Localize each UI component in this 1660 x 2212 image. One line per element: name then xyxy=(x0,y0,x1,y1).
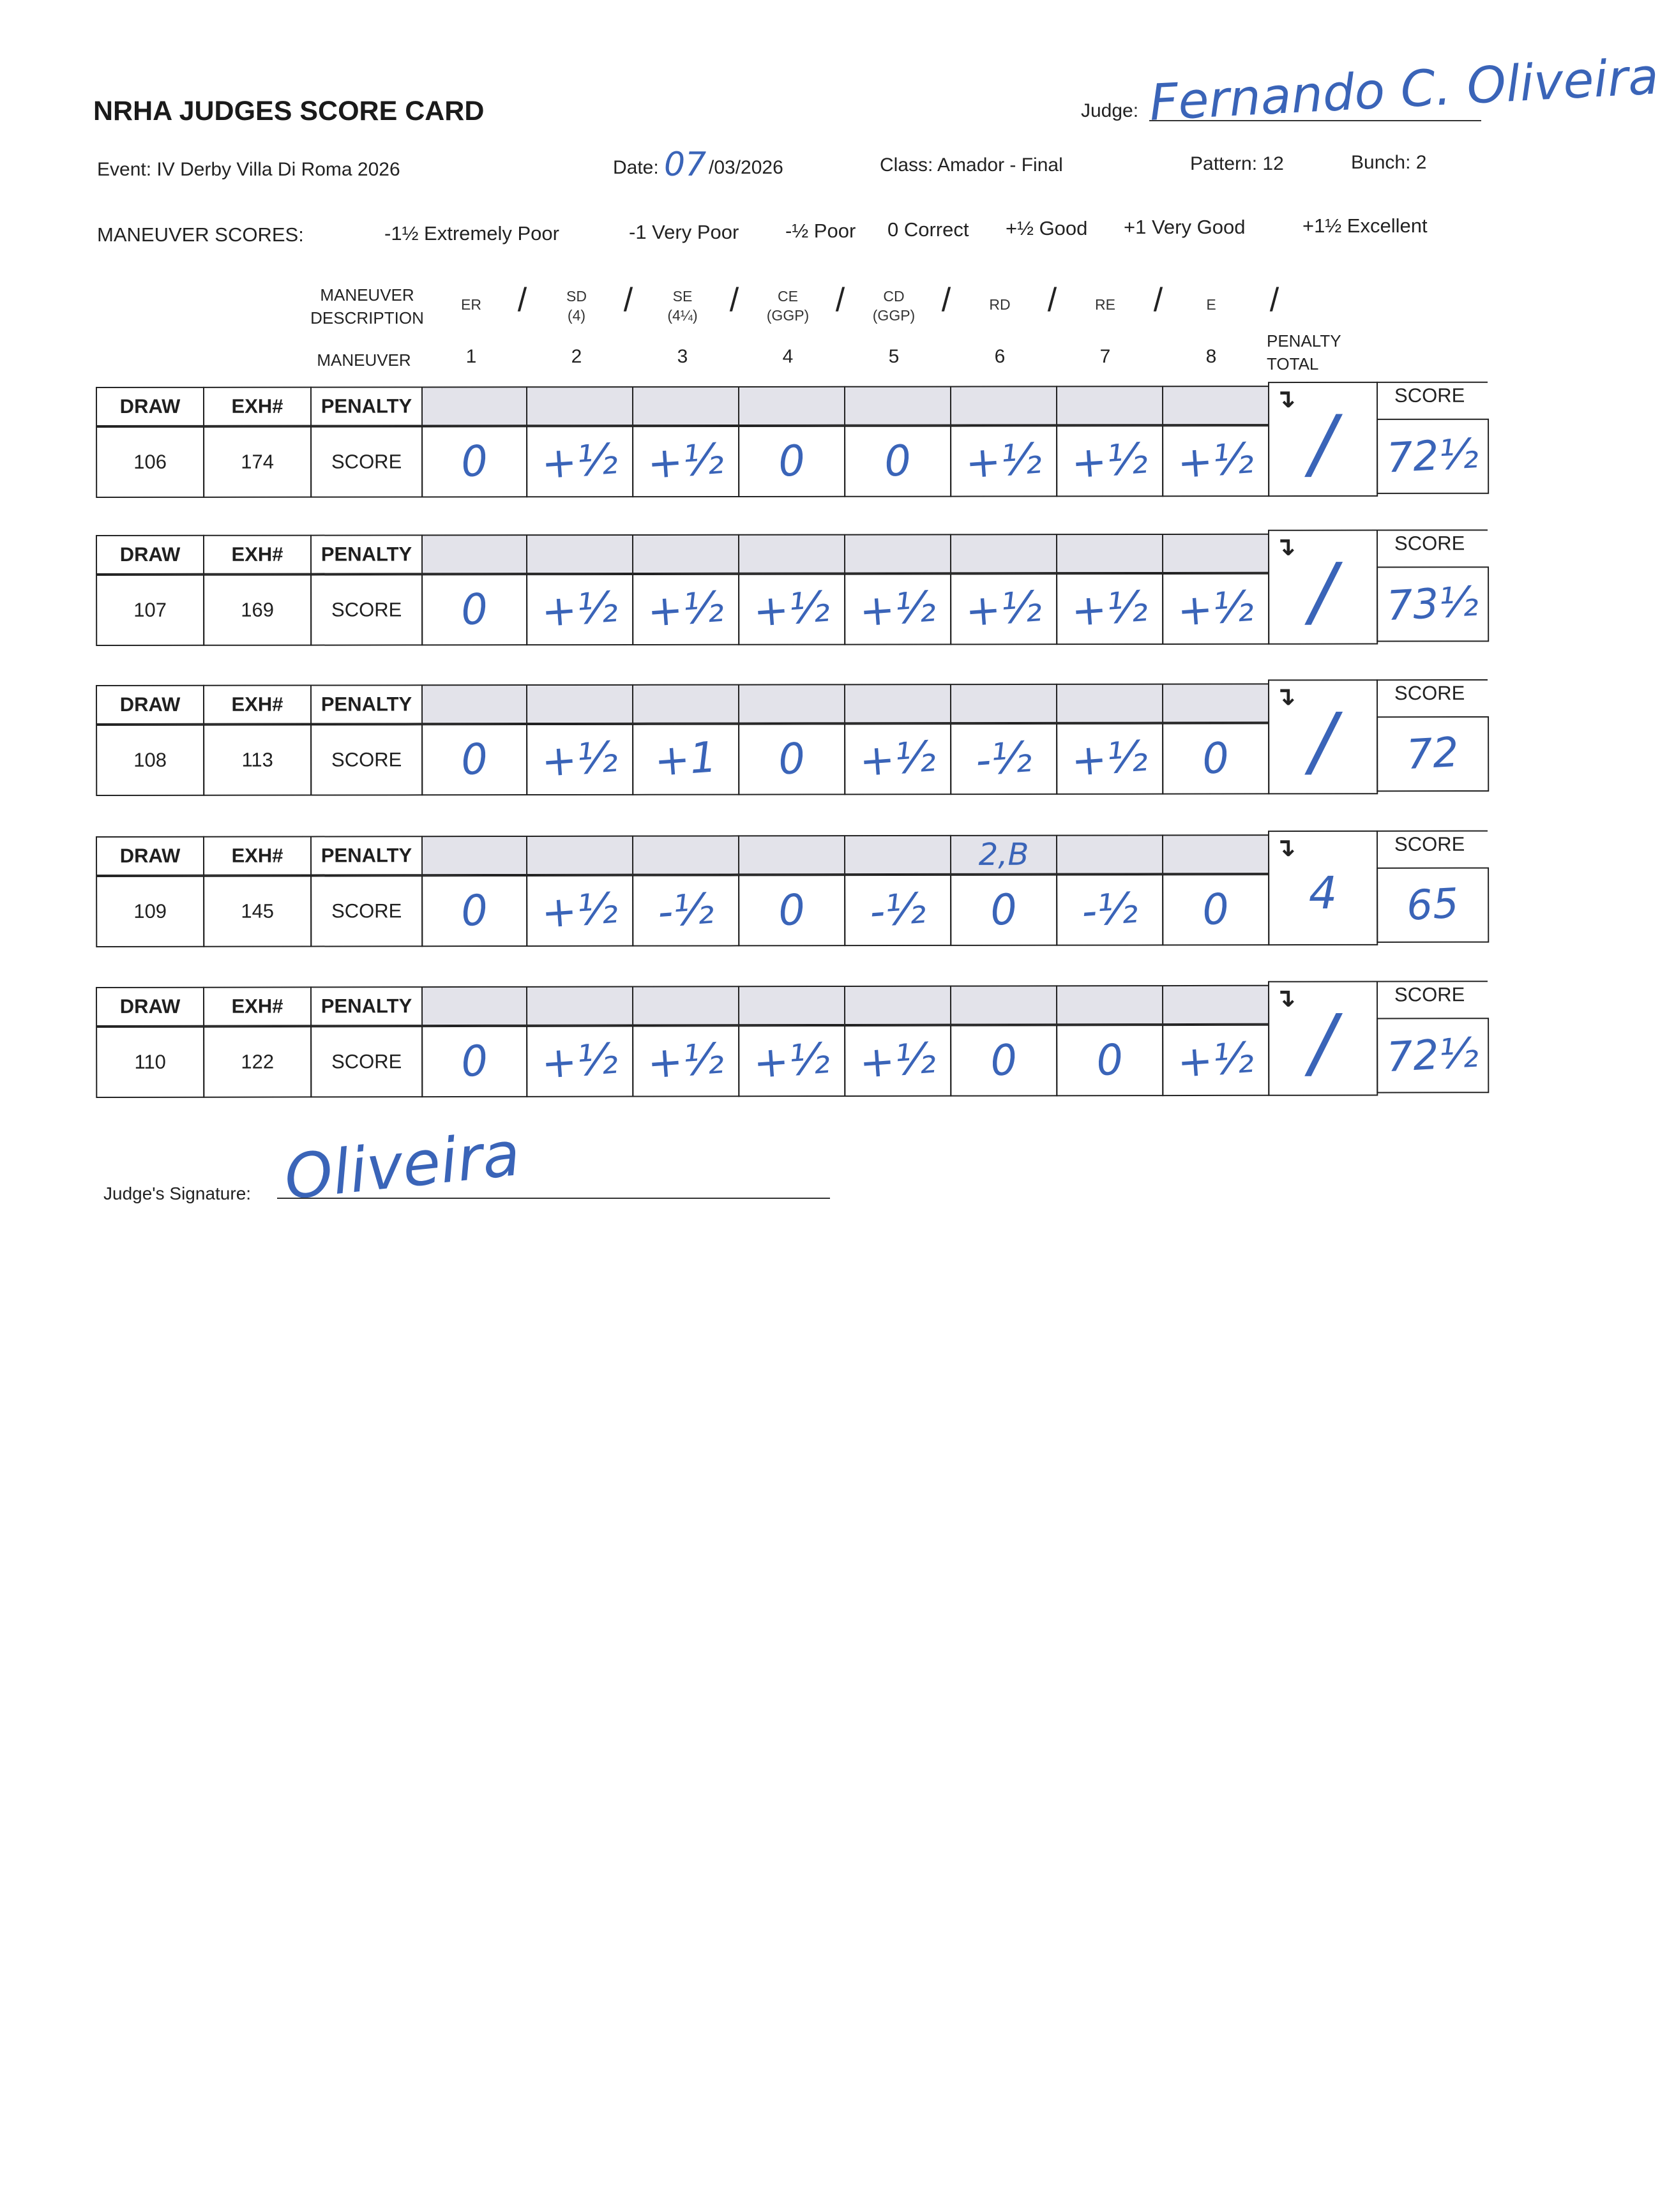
maneuver-score-cell-4 xyxy=(738,574,845,645)
signature-line xyxy=(277,1198,830,1199)
date-value: /03/2026 xyxy=(709,157,783,178)
maneuver-score-mark: 0 xyxy=(776,884,807,936)
penalty-cell-7 xyxy=(1056,834,1163,874)
maneuver-score-cell-4 xyxy=(738,1025,845,1097)
draw-number: 109 xyxy=(96,876,204,947)
maneuver-score-cell-8 xyxy=(1162,874,1269,945)
maneuver-code-5 xyxy=(873,287,915,325)
penalty-total-mark: / xyxy=(1309,547,1336,636)
penalty-cell-2 xyxy=(526,534,633,574)
exh-header: EXH# xyxy=(203,535,312,575)
penalty-cell-4 xyxy=(738,386,845,426)
penalty-total-cell xyxy=(1268,382,1378,497)
maneuver-score-cell-1 xyxy=(421,875,527,947)
maneuver-number-4: 4 xyxy=(782,346,794,367)
maneuver-score-cell-5 xyxy=(844,1025,951,1097)
table-row xyxy=(0,683,1563,796)
score-label: SCORE xyxy=(310,574,423,645)
maneuver-score-mark: 0 xyxy=(776,734,807,785)
maneuver-score-cell-8 xyxy=(1162,425,1269,497)
maneuver-score-mark: +½ xyxy=(963,433,1044,488)
maneuver-score-mark: +½ xyxy=(1175,1032,1256,1088)
maneuver-code-text: CE xyxy=(778,288,798,305)
maneuver-score-mark: +½ xyxy=(645,582,726,637)
exh-number: 145 xyxy=(203,875,312,947)
maneuver-score-cell-2 xyxy=(526,574,633,645)
penalty-total-arrow-icon: ↴ xyxy=(1274,385,1296,414)
maneuver-code-text: SE xyxy=(672,288,693,305)
penalty-header: PENALTY xyxy=(310,836,423,875)
maneuver-score-mark: +1 xyxy=(653,732,719,786)
maneuver-score-mark: +½ xyxy=(751,1033,832,1088)
maneuver-score-cell-8 xyxy=(1162,723,1269,794)
date-day-handwritten: 07 xyxy=(664,146,707,184)
draw-number: 108 xyxy=(96,725,204,796)
maneuver-score-mark: 0 xyxy=(988,1035,1019,1086)
final-score-mark: 72½ xyxy=(1385,1029,1480,1082)
penalty-total-cell xyxy=(1268,831,1378,945)
pattern-number: Pattern: 12 xyxy=(1190,153,1284,174)
penalty-cell-6 xyxy=(950,684,1057,723)
draw-header: DRAW xyxy=(96,685,204,725)
draw-number: 107 xyxy=(96,575,204,646)
maneuver-score-mark: +½ xyxy=(1069,581,1150,636)
maneuver-score-mark: +½ xyxy=(1069,731,1150,786)
penalty-cell-2 xyxy=(526,386,633,426)
signature-handwritten: Oliveira xyxy=(281,1117,524,1214)
penalty-cell-1 xyxy=(421,986,527,1026)
maneuver-number-6: 6 xyxy=(994,346,1006,367)
draw-number: 110 xyxy=(96,1027,204,1098)
penalty-cell-6 xyxy=(950,985,1057,1025)
maneuver-code-text: RE xyxy=(1095,296,1115,313)
maneuver-score-mark: +½ xyxy=(1069,433,1150,488)
maneuver-score-cell-8 xyxy=(1162,1025,1269,1096)
maneuver-score-mark: +½ xyxy=(857,732,938,786)
scale-poor: -½ Poor xyxy=(785,220,856,242)
penalty-total-mark: / xyxy=(1309,697,1336,786)
penalty-cell-1 xyxy=(421,684,527,724)
maneuver-score-cell-3 xyxy=(632,574,739,645)
maneuver-number-1: 1 xyxy=(465,346,477,367)
penalty-cell-1 xyxy=(421,836,527,875)
final-score-mark: 73½ xyxy=(1385,578,1480,631)
maneuver-code-sub: (GGP) xyxy=(872,307,916,324)
maneuver-code-4 xyxy=(767,287,809,325)
penalty-cell-6 xyxy=(950,534,1057,573)
maneuver-score-cell-8 xyxy=(1162,573,1269,645)
maneuver-number-3: 3 xyxy=(677,346,688,367)
final-score-mark: 65 xyxy=(1405,880,1460,930)
penalty-total-mark: / xyxy=(1309,399,1336,489)
penalty-cell-5 xyxy=(844,835,951,875)
final-score-cell xyxy=(1377,1018,1489,1093)
penalty-total-arrow-icon: ↴ xyxy=(1274,532,1296,561)
penalty-cell-7 xyxy=(1056,985,1163,1025)
penalty-cell-6 xyxy=(950,835,1057,875)
penalty-cell-5 xyxy=(844,386,951,426)
scale-very-good: +1 Very Good xyxy=(1124,216,1246,238)
penalty-header: PENALTY xyxy=(310,386,423,426)
maneuver-code-text: RD xyxy=(989,296,1011,313)
maneuver-score-cell-4 xyxy=(738,875,845,946)
exh-header: EXH# xyxy=(203,685,312,725)
exh-header: EXH# xyxy=(203,986,312,1026)
penalty-header: PENALTY xyxy=(310,534,423,574)
maneuver-code-6 xyxy=(989,295,1010,314)
maneuver-divider-slash: / xyxy=(835,282,845,319)
date-label: Date: xyxy=(613,157,659,178)
maneuver-score-cell-5 xyxy=(844,875,951,946)
maneuver-score-cell-6 xyxy=(950,1025,1057,1096)
maneuver-score-mark: 0 xyxy=(882,435,913,487)
score-label: SCORE xyxy=(310,875,423,947)
bunch-number: Bunch: 2 xyxy=(1351,152,1427,173)
table-row xyxy=(0,533,1563,646)
final-score-cell xyxy=(1377,868,1489,943)
signature-label: Judge's Signature: xyxy=(103,1184,252,1203)
draw-number: 106 xyxy=(96,426,204,498)
draw-header: DRAW xyxy=(96,987,204,1027)
maneuver-score-mark: +½ xyxy=(540,434,620,489)
event-name: Event: IV Derby Villa Di Roma 2026 xyxy=(97,159,400,180)
maneuver-score-mark: +½ xyxy=(540,883,620,938)
final-score-mark: 72½ xyxy=(1385,430,1480,483)
maneuver-score-cell-7 xyxy=(1056,1025,1163,1096)
penalty-cell-3 xyxy=(632,386,739,426)
maneuver-divider-slash: / xyxy=(517,282,527,319)
maneuver-divider-slash: / xyxy=(1047,282,1057,319)
table-row xyxy=(0,386,1563,499)
score-label: SCORE xyxy=(310,724,423,795)
draw-header: DRAW xyxy=(96,535,204,575)
maneuver-score-cell-1 xyxy=(421,426,527,497)
maneuver-number-8: 8 xyxy=(1205,346,1217,367)
exh-header: EXH# xyxy=(203,836,312,875)
penalty-total-mark: / xyxy=(1309,998,1336,1088)
scale-good: +½ Good xyxy=(1006,217,1088,239)
score-column-top-line xyxy=(1377,382,1488,383)
penalty-total-cell xyxy=(1268,530,1378,645)
exh-number: 122 xyxy=(203,1026,312,1097)
penalty-header: PENALTY xyxy=(310,986,423,1026)
penalty-total-arrow-icon: ↴ xyxy=(1274,984,1296,1012)
maneuver-score-cell-7 xyxy=(1056,573,1163,645)
maneuver-divider-slash: / xyxy=(729,282,739,319)
maneuver-score-cell-3 xyxy=(632,724,739,795)
maneuver-score-cell-1 xyxy=(421,574,527,645)
score-header: SCORE xyxy=(1394,682,1465,705)
maneuver-score-cell-6 xyxy=(950,723,1057,795)
maneuver-score-mark: 0 xyxy=(459,734,490,785)
maneuver-score-cell-6 xyxy=(950,573,1057,645)
maneuver-score-mark: 0 xyxy=(459,435,490,487)
judge-name-line xyxy=(1149,120,1481,121)
final-score-cell xyxy=(1377,419,1489,494)
maneuver-code-sub: (4) xyxy=(567,307,586,324)
score-label: SCORE xyxy=(310,1026,423,1097)
maneuver-score-mark: +½ xyxy=(963,582,1044,636)
maneuver-code-8 xyxy=(1206,295,1216,314)
penalty-cell-2 xyxy=(526,836,633,875)
maneuver-code-sub: (GGP) xyxy=(766,307,810,324)
table-row xyxy=(0,834,1563,947)
maneuver-code-text: E xyxy=(1206,296,1216,313)
penalty-cell-8 xyxy=(1162,985,1269,1025)
penalty-cell-5 xyxy=(844,986,951,1025)
scale-excellent: +1½ Excellent xyxy=(1302,214,1428,237)
maneuver-score-cell-3 xyxy=(632,426,739,497)
score-column-top-line xyxy=(1377,831,1488,832)
penalty-total-cell xyxy=(1268,981,1378,1095)
maneuver-score-cell-2 xyxy=(526,1026,633,1097)
penalty-cell-7 xyxy=(1056,684,1163,723)
penalty-cell-4 xyxy=(738,534,845,574)
score-header: SCORE xyxy=(1394,983,1465,1006)
maneuver-code-text: ER xyxy=(461,296,481,313)
maneuver-code-7 xyxy=(1095,295,1115,314)
maneuver-divider-slash: / xyxy=(941,282,951,319)
draw-header: DRAW xyxy=(96,387,204,426)
penalty-cell-1 xyxy=(421,386,527,426)
penalty-cell-3 xyxy=(632,684,739,724)
maneuver-score-cell-1 xyxy=(421,1026,527,1097)
scale-very-poor: -1 Very Poor xyxy=(629,221,739,243)
penalty-mark: 2,B xyxy=(978,836,1029,873)
penalty-cell-3 xyxy=(632,835,739,875)
penalty-total-label: PENALTY TOTAL xyxy=(1267,331,1341,373)
penalty-total-mark: 4 xyxy=(1308,866,1338,920)
penalty-cell-4 xyxy=(738,835,845,875)
maneuver-score-cell-5 xyxy=(844,573,951,645)
maneuver-score-cell-7 xyxy=(1056,874,1163,945)
exh-number: 113 xyxy=(203,725,312,796)
penalty-cell-2 xyxy=(526,684,633,724)
maneuver-score-mark: 0 xyxy=(459,1035,490,1087)
maneuver-score-mark: 0 xyxy=(459,583,490,635)
maneuver-score-mark: -½ xyxy=(1080,883,1140,937)
maneuver-score-cell-2 xyxy=(526,724,633,795)
page-title: NRHA JUDGES SCORE CARD xyxy=(93,96,485,126)
penalty-cell-5 xyxy=(844,684,951,723)
scale-extremely-poor: -1½ Extremely Poor xyxy=(384,222,559,245)
penalty-cell-8 xyxy=(1162,834,1269,874)
penalty-cell-8 xyxy=(1162,534,1269,573)
penalty-cell-3 xyxy=(632,534,739,574)
maneuver-score-cell-7 xyxy=(1056,425,1163,497)
score-column-top-line xyxy=(1377,529,1488,530)
maneuver-code-text: SD xyxy=(566,288,587,305)
score-column-top-line xyxy=(1377,981,1488,982)
maneuver-score-cell-3 xyxy=(632,875,739,946)
maneuver-score-cell-7 xyxy=(1056,723,1163,795)
score-column-top-line xyxy=(1377,679,1488,681)
maneuver-score-cell-5 xyxy=(844,426,951,497)
penalty-cell-8 xyxy=(1162,386,1269,425)
score-label: SCORE xyxy=(310,426,423,497)
penalty-total-cell xyxy=(1268,679,1378,794)
penalty-total-arrow-icon: ↴ xyxy=(1274,682,1296,711)
penalty-cell-2 xyxy=(526,986,633,1026)
judge-label: Judge: xyxy=(1081,100,1139,121)
penalty-cell-4 xyxy=(738,986,845,1025)
maneuver-score-mark: +½ xyxy=(540,1034,620,1088)
maneuver-divider-slash: / xyxy=(1153,282,1163,319)
maneuver-score-mark: 0 xyxy=(988,884,1019,936)
maneuver-score-mark: -½ xyxy=(974,732,1034,786)
maneuver-score-cell-5 xyxy=(844,723,951,795)
maneuver-score-mark: 0 xyxy=(1094,1034,1125,1086)
exh-number: 169 xyxy=(203,575,312,646)
penalty-cell-1 xyxy=(421,534,527,574)
maneuver-score-mark: -½ xyxy=(868,883,928,937)
maneuver-score-mark: +½ xyxy=(645,433,726,489)
exh-number: 174 xyxy=(203,426,312,498)
maneuver-divider-slash: / xyxy=(1269,282,1279,319)
maneuver-score-mark: 0 xyxy=(1200,733,1231,784)
draw-header: DRAW xyxy=(96,836,204,876)
maneuver-code-3 xyxy=(667,287,697,325)
maneuver-score-cell-4 xyxy=(738,426,845,497)
maneuver-code-text: CD xyxy=(883,288,905,305)
penalty-cell-8 xyxy=(1162,683,1269,723)
maneuver-score-cell-2 xyxy=(526,875,633,947)
score-header: SCORE xyxy=(1394,384,1465,407)
exh-header: EXH# xyxy=(203,387,312,426)
maneuver-label: MANEUVER xyxy=(317,350,411,370)
maneuver-score-mark: 0 xyxy=(1200,884,1231,935)
final-score-cell xyxy=(1377,716,1489,792)
class-name: Class: Amador - Final xyxy=(880,154,1063,176)
score-header: SCORE xyxy=(1394,532,1465,555)
maneuver-score-mark: +½ xyxy=(1175,433,1256,488)
maneuver-code-sub: (4¼) xyxy=(667,307,698,324)
score-header: SCORE xyxy=(1394,832,1465,855)
penalty-cell-5 xyxy=(844,534,951,573)
maneuver-score-cell-6 xyxy=(950,875,1057,946)
maneuver-code-2 xyxy=(566,287,587,325)
table-row xyxy=(0,984,1563,1098)
penalty-cell-6 xyxy=(950,386,1057,425)
maneuver-score-mark: +½ xyxy=(540,732,620,787)
maneuver-number-7: 7 xyxy=(1099,346,1111,367)
penalty-cell-3 xyxy=(632,986,739,1025)
maneuver-number-2: 2 xyxy=(571,346,582,367)
penalty-cell-7 xyxy=(1056,386,1163,425)
maneuver-code-1 xyxy=(461,295,481,314)
penalty-cell-7 xyxy=(1056,534,1163,573)
maneuver-scores-label: MANEUVER SCORES: xyxy=(97,223,304,246)
maneuver-score-mark: +½ xyxy=(540,582,620,637)
maneuver-divider-slash: / xyxy=(623,282,633,319)
maneuver-score-cell-3 xyxy=(632,1025,739,1097)
maneuver-description-label: MANEUVER DESCRIPTION xyxy=(310,285,424,327)
maneuver-score-mark: +½ xyxy=(1175,581,1256,636)
maneuver-score-mark: +½ xyxy=(857,582,938,636)
maneuver-score-cell-1 xyxy=(421,724,527,795)
maneuver-score-cell-2 xyxy=(526,426,633,497)
judge-name-handwritten: Fernando C. Oliveira xyxy=(1148,48,1660,132)
penalty-header: PENALTY xyxy=(310,684,423,724)
maneuver-score-cell-6 xyxy=(950,425,1057,497)
maneuver-number-5: 5 xyxy=(888,346,900,367)
final-score-mark: 72 xyxy=(1405,728,1460,779)
final-score-cell xyxy=(1377,566,1489,642)
maneuver-score-cell-4 xyxy=(738,723,845,795)
maneuver-score-mark: 0 xyxy=(776,435,807,487)
penalty-total-arrow-icon: ↴ xyxy=(1274,834,1296,862)
penalty-cell-4 xyxy=(738,684,845,723)
maneuver-score-mark: +½ xyxy=(645,1034,726,1088)
maneuver-score-mark: +½ xyxy=(857,1033,938,1088)
maneuver-score-mark: +½ xyxy=(751,582,832,636)
maneuver-score-mark: 0 xyxy=(459,885,490,937)
maneuver-score-mark: -½ xyxy=(656,884,716,937)
scale-correct: 0 Correct xyxy=(887,218,969,241)
